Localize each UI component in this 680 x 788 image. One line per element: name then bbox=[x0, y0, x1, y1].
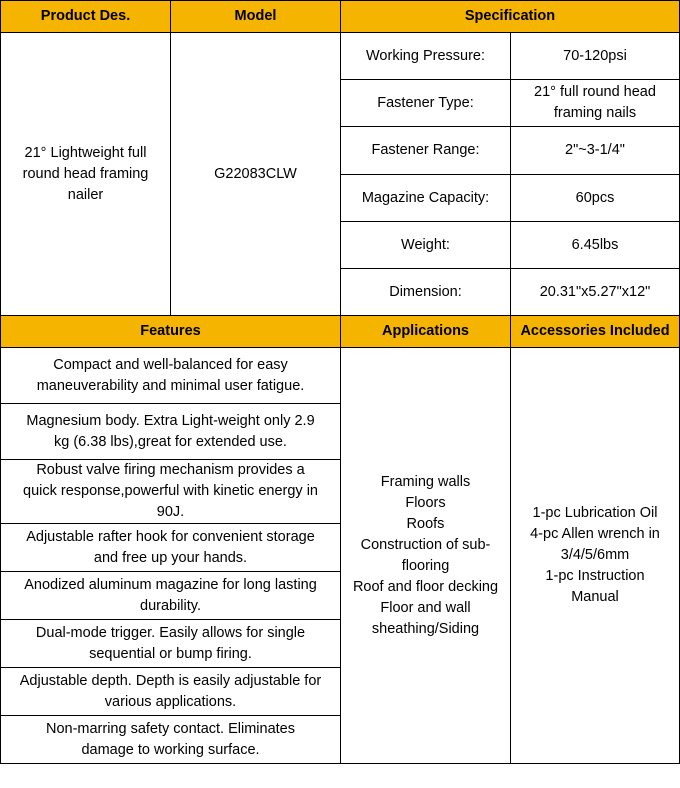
feature-line: quick response,powerful with kinetic energy in bbox=[23, 483, 318, 499]
spec-label: Weight: bbox=[341, 222, 511, 269]
feature-item bbox=[1, 348, 341, 404]
product-description-line: 21° Lightweight full bbox=[24, 144, 147, 161]
feature-item bbox=[1, 460, 341, 524]
accessory-item: 1-pc Lubrication Oil bbox=[532, 505, 658, 521]
feature-line: Compact and well-balanced for easy bbox=[53, 356, 288, 373]
header-model: Model bbox=[171, 1, 341, 33]
spec-value-line: 60pcs bbox=[575, 189, 615, 206]
application-item: Framing walls bbox=[380, 473, 471, 490]
feature-item bbox=[1, 404, 341, 460]
product-description-line: nailer bbox=[67, 186, 104, 203]
spec-label: Fastener Type: bbox=[341, 80, 511, 127]
feature-line: Dual-mode trigger. Easily allows for single bbox=[35, 624, 306, 641]
spec-value bbox=[511, 33, 680, 80]
feature-line: and free up your hands. bbox=[93, 549, 248, 566]
application-item: Floors bbox=[405, 494, 446, 511]
header-specification: Specification bbox=[341, 1, 680, 33]
accessory-item: Manual bbox=[571, 589, 619, 605]
applications-cell bbox=[341, 348, 511, 764]
feature-item bbox=[1, 716, 341, 764]
feature-line: various applications. bbox=[104, 693, 237, 710]
spec-value bbox=[511, 175, 680, 222]
feature-line: Non-marring safety contact. Eliminates bbox=[45, 720, 295, 737]
spec-label: Magazine Capacity: bbox=[341, 175, 511, 222]
feature-item bbox=[1, 572, 341, 620]
feature-item bbox=[1, 524, 341, 572]
feature-line: maneuverability and minimal user fatigue. bbox=[36, 377, 305, 394]
feature-line: Robust valve firing mechanism provides a bbox=[36, 462, 305, 478]
application-item: Construction of sub- bbox=[360, 536, 491, 553]
application-item: Roof and floor decking bbox=[352, 578, 499, 595]
header-applications: Applications bbox=[341, 316, 511, 348]
accessory-item: 4-pc Allen wrench in bbox=[530, 526, 660, 542]
spec-value-line: 20.31"x5.27"x12" bbox=[539, 283, 651, 300]
product-description-line: round head framing bbox=[22, 165, 149, 182]
spec-value bbox=[511, 80, 680, 127]
spec-value-line: framing nails bbox=[553, 105, 637, 121]
product-description bbox=[1, 33, 171, 316]
spec-value bbox=[511, 269, 680, 316]
feature-line: 90J. bbox=[156, 504, 185, 520]
feature-line: sequential or bump firing. bbox=[89, 645, 252, 662]
application-item: sheathing/Siding bbox=[371, 620, 480, 637]
spec-value bbox=[511, 222, 680, 269]
feature-line: durability. bbox=[140, 597, 201, 614]
spec-value-line: 70-120psi bbox=[563, 47, 627, 64]
spec-label: Dimension: bbox=[341, 269, 511, 316]
header-features: Features bbox=[1, 316, 341, 348]
accessory-item: 3/4/5/6mm bbox=[560, 547, 630, 563]
header-product-des: Product Des. bbox=[1, 1, 171, 33]
feature-item bbox=[1, 668, 341, 716]
spec-label: Working Pressure: bbox=[341, 33, 511, 80]
application-item: Floor and wall bbox=[380, 599, 471, 616]
feature-line: Adjustable depth. Depth is easily adjustable for bbox=[19, 672, 322, 689]
feature-line: Anodized aluminum magazine for long lasting bbox=[24, 576, 317, 593]
product-model: G22083CLW bbox=[171, 33, 341, 316]
spec-value-line: 2"~3-1/4" bbox=[565, 142, 625, 158]
feature-line: damage to working surface. bbox=[81, 741, 260, 758]
feature-line: Adjustable rafter hook for convenient storage bbox=[26, 528, 315, 545]
spec-value-line: 6.45lbs bbox=[571, 236, 619, 253]
application-item: Roofs bbox=[406, 515, 445, 532]
spec-value-line: 21° full round head bbox=[534, 84, 656, 100]
header-accessories: Accessories Included bbox=[511, 316, 680, 348]
application-item: flooring bbox=[401, 557, 450, 574]
accessory-item: 1-pc Instruction bbox=[545, 568, 645, 584]
feature-line: Magnesium body. Extra Light-weight only 2.9 bbox=[26, 412, 315, 429]
accessories-cell bbox=[511, 348, 680, 764]
spec-label: Fastener Range: bbox=[341, 127, 511, 175]
feature-item bbox=[1, 620, 341, 668]
feature-line: kg (6.38 lbs),great for extended use. bbox=[54, 433, 287, 450]
spec-value bbox=[511, 127, 680, 175]
